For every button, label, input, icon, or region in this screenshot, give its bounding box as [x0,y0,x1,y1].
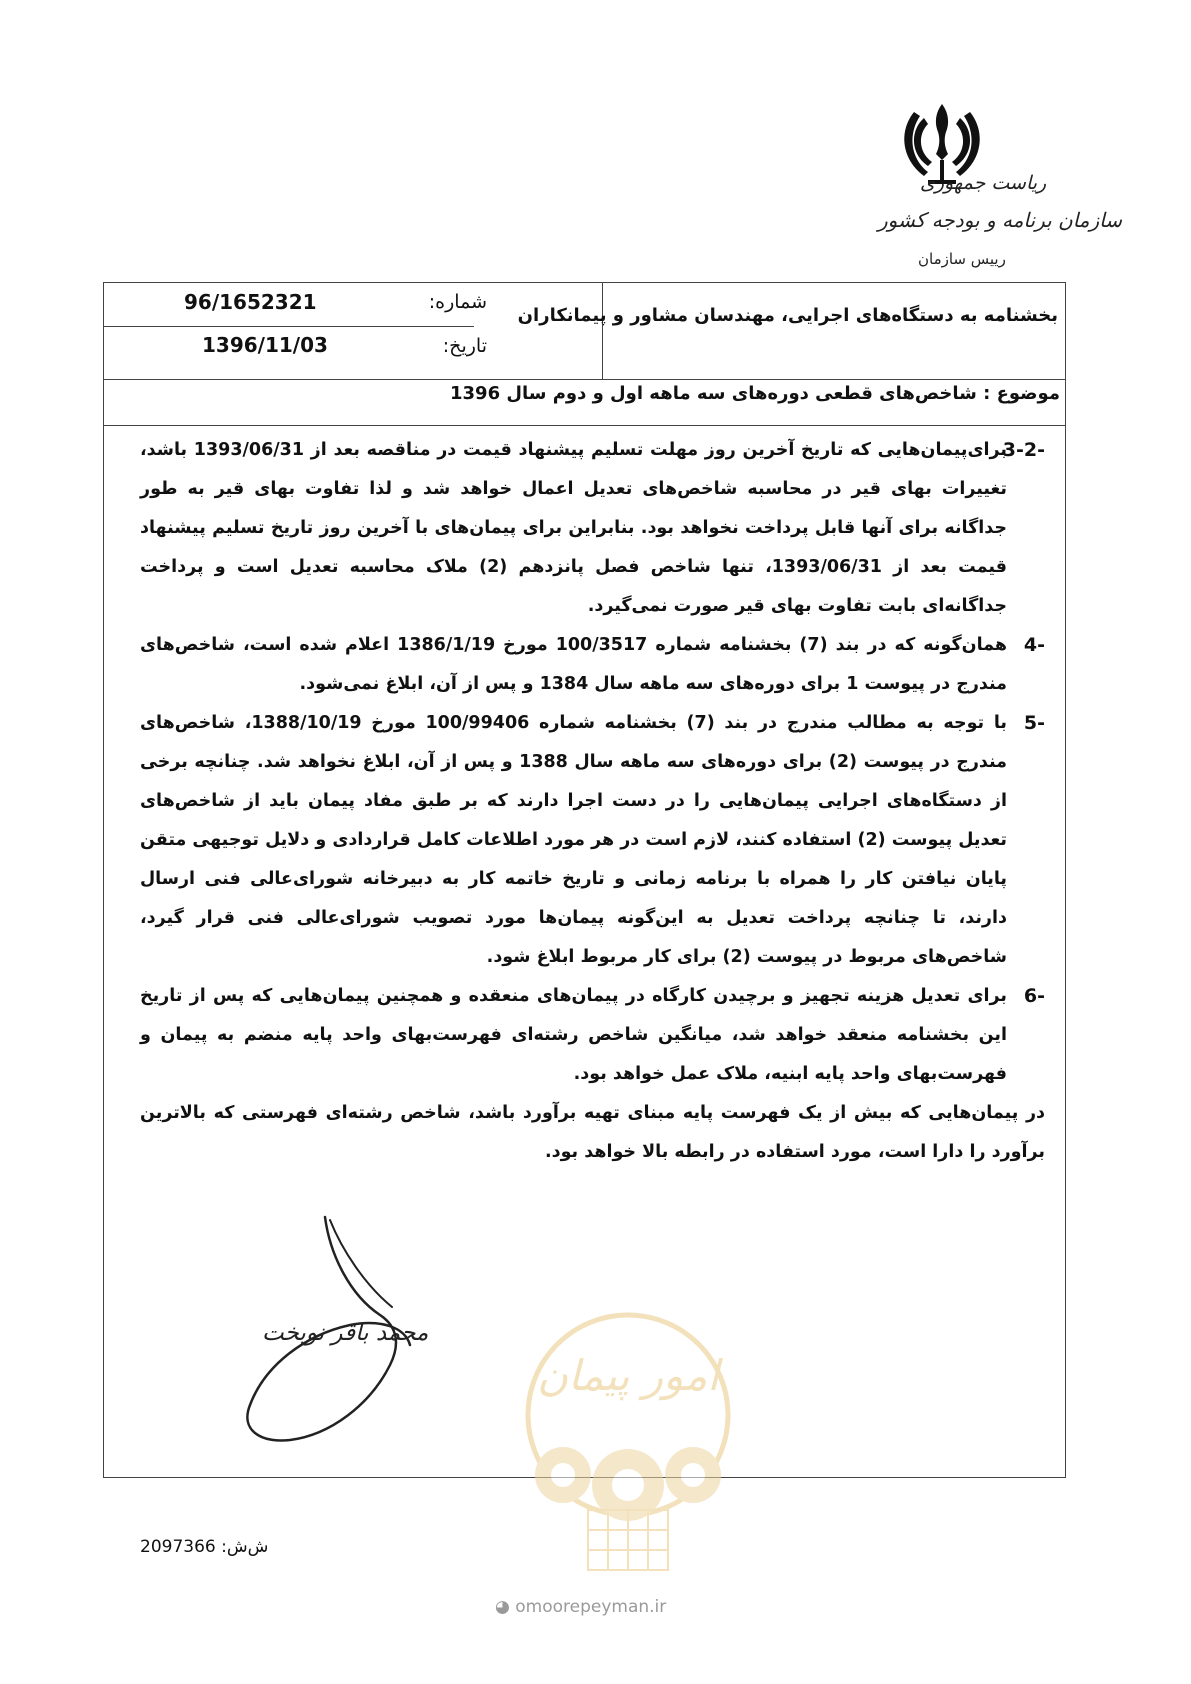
number-value: 96/1652321 [184,290,317,314]
header-divider [104,379,1065,380]
subject: موضوع : شاخص‌های قطعی دوره‌های سه ماهه اول و دوم سال 1396 [450,383,1060,404]
paragraph-3-2 [140,431,1045,626]
signatory-name: محمد باقر نوبخت [262,1320,429,1346]
subject-divider [104,425,1065,426]
paragraph-text: برای تعدیل هزینه تجهیز و برچیدن کارگاه در پیمان‌های منعقده و همچنین پیمان‌هایی که پس از تاریخ این بخشنامه منعقد خواهد شد، میانگین شاخص رشته‌ای فهرست‌بهای واحد پایه منضم به پیمان و فهرست‌بهای واحد پایه ابنیه، ملاک عمل خواهد بود. [140,986,1007,1084]
globe-icon: ◕ [495,1597,510,1617]
paragraph-text: برای‌پیمان‌هایی که تاریخ آخرین روز مهلت تسلیم پیشنهاد قیمت در مناقصه بعد از 1393/06/31 باشد، تغییرات بهای قیر در محاسبه شاخص‌های تعدیل اعمال خواهد شد و لذا تفاوت بهای قیر به طور جداگانه برای آنها قابل پرداخت نخواهد بود. بنابراین برای پیمان‌های با آخرین روز تاریخ تسلیم پیشنهاد قیمت بعد از 1393/06/31، تنها شاخص فصل پانزدهم (2) ملاک محاسبه تعدیل است و پرداخت جداگانه‌ای بابت تفاوت بهای قیر صورت نمی‌گیرد. [140,440,1007,616]
watermark-text: امور پیمان [537,1351,719,1400]
paragraph-number: 4- [1023,634,1045,656]
paragraph-6 [140,977,1045,1094]
paragraph-text: با توجه به مطالب مندرج در بند (7) بخشنامه شماره 100/99406 مورخ 1388/10/19، شاخص‌های مندرج در پیوست (2) برای دوره‌های سه ماهه سال 1388 و پس از آن، ابلاغ نخواهد شد. چنانچه برخی از دستگاه‌های اجرایی پیمان‌هایی را در دست اجرا دارند که بر طبق مفاد پیمان باید از شاخص‌های تعدیل پیوست (2) استفاده کنند، لازم است در هر مورد اطلاعات کامل قراردادی و دلایل توجیهی متقن پایان نیافتن کار را همراه با برنامه زمانی و تاریخ خاتمه کار به دبیرخانه شورای‌عالی فنی ارسال دارند، تا چنانچه پرداخت تعدیل به این‌گونه پیمان‌ها مورد تصویب شورای‌عالی فنی قرار گیرد، شاخص‌های مربوط در پیوست (2) برای کار مربوط ابلاغ شود. [140,713,1007,967]
page-code: ش‌ش: 2097366 [140,1537,269,1557]
head-of-organization-line: رییس سازمان [918,250,1006,268]
organization-line: سازمان برنامه و بودجه کشور [878,208,1123,232]
paragraph-text: در پیمان‌هایی که بیش از یک فهرست پایه مبنای تهیه برآورد باشد، شاخص رشته‌ای فهرستی که بالاترین برآورد را دارا است، مورد استفاده در رابطه بالا خواهد بود. [140,1103,1045,1162]
site-watermark-text [495,1597,666,1617]
recipient: بخشنامه به دستگاه‌های اجرایی، مهندسان مشاور و پیمانکاران [517,305,1058,326]
paragraph-number: 6- [1023,985,1045,1007]
site-url: omoorepeyman.ir [515,1597,667,1617]
presidency-line: ریاست جمهوری [920,172,1047,194]
paragraph-text: همان‌گونه که در بند (7) بخشنامه شماره 100/3517 مورخ 1386/1/19 اعلام شده است، شاخص‌های مندرج در پیوست 1 برای دوره‌های سه ماهه سال 1384 و پس از آن، ابلاغ نمی‌شود. [140,635,1008,694]
omoorepeyman-watermark-logo [493,1295,763,1585]
paragraph-4 [140,626,1045,704]
paragraph-6-note [140,1094,1045,1172]
number-label: شماره: [428,291,487,313]
header-divider-vertical [602,283,603,379]
paragraph-number: 5- [1023,712,1045,734]
number-date-divider [104,326,474,327]
paragraph-5 [140,704,1045,977]
date-value: 1396/11/03 [202,333,328,357]
letter-body [140,431,1045,1172]
paragraph-number: 3-2- [1002,439,1045,461]
date-label: تاریخ: [442,335,487,357]
